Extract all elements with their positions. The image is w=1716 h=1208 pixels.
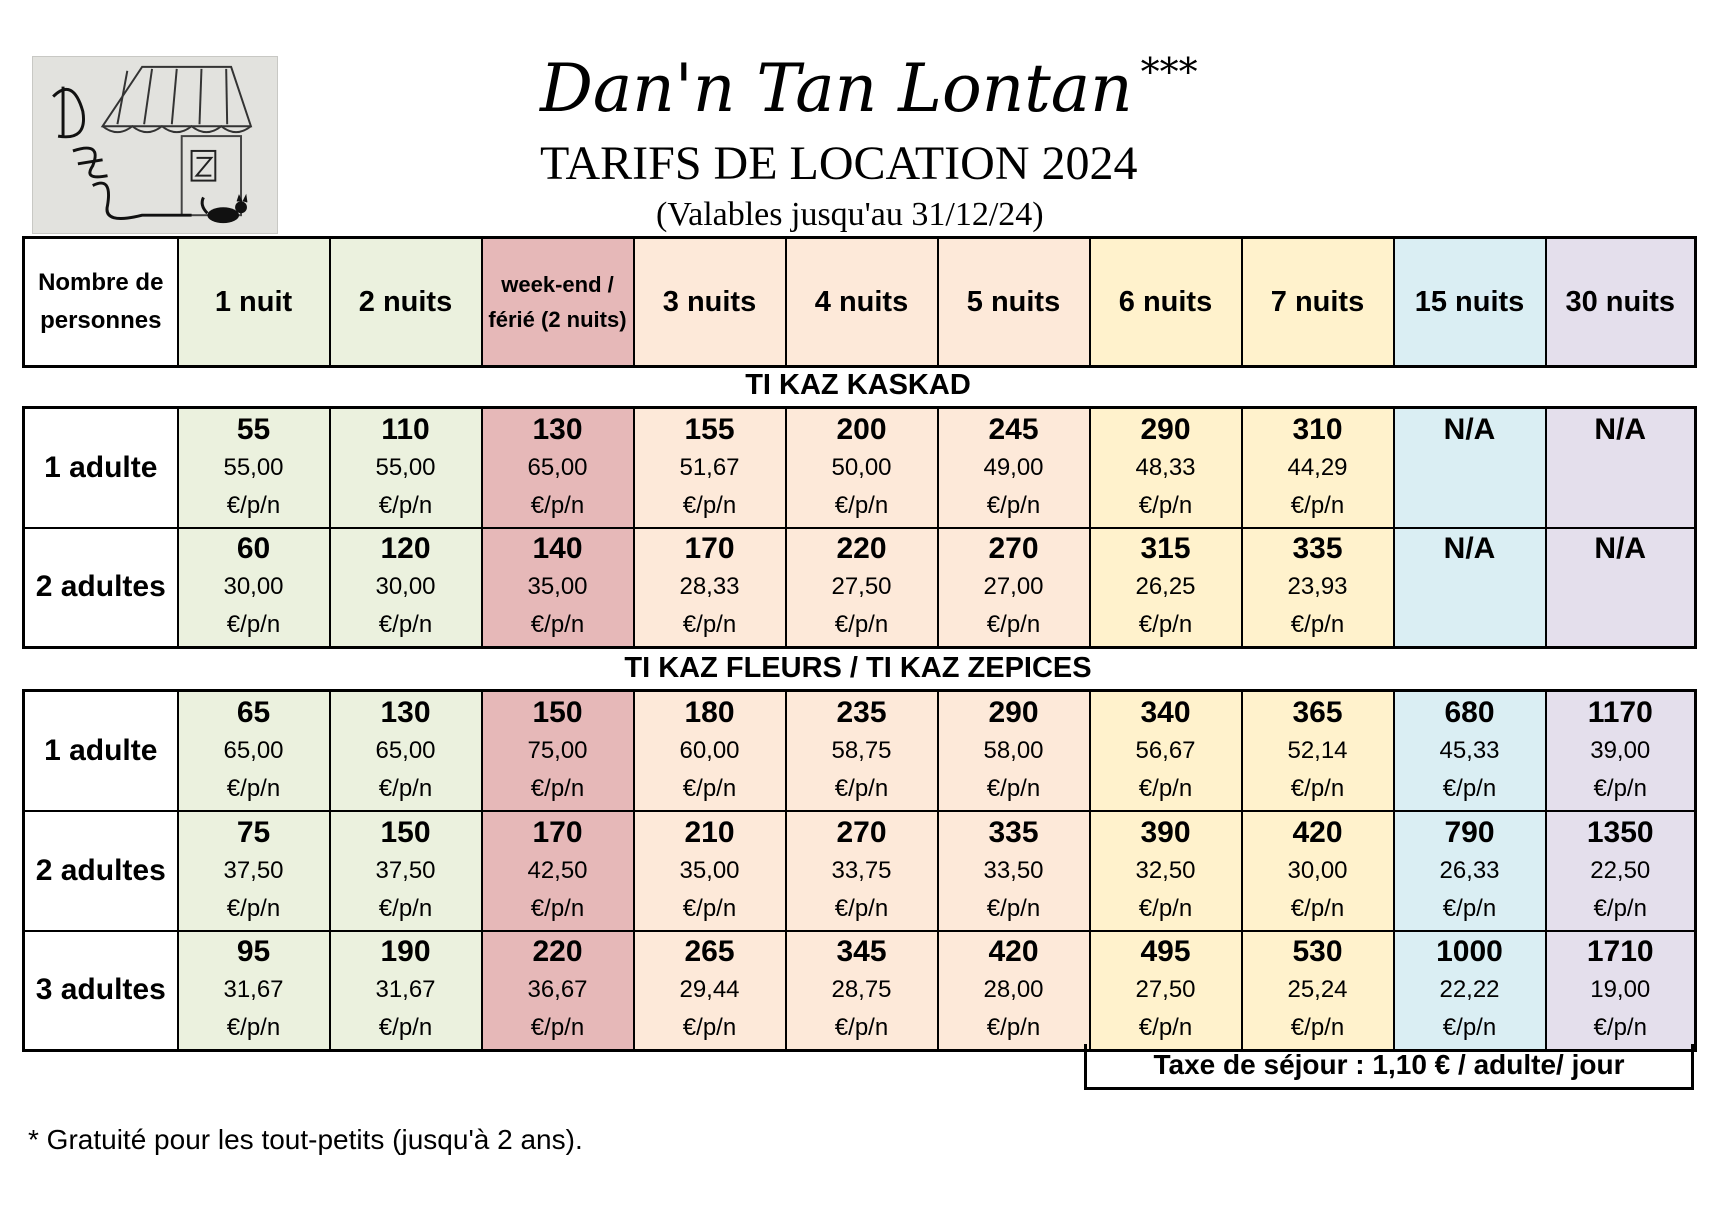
- price-unit: €/p/n: [986, 894, 1041, 922]
- price-per-person-night: 19,00: [1590, 976, 1651, 1004]
- section-title-fleurs-zepices: TI KAZ FLEURS / TI KAZ ZEPICES: [624, 652, 1092, 684]
- price-cell: [178, 931, 330, 1051]
- price-total: 170: [532, 815, 583, 849]
- price-cell: [1090, 691, 1242, 811]
- price-per-person-night: 29,44: [679, 976, 740, 1004]
- price-unit: €/p/n: [682, 774, 737, 802]
- price-cell: [634, 811, 786, 931]
- price-cell: [330, 931, 482, 1051]
- price-per-person-night: 28,00: [983, 976, 1044, 1004]
- price-cell: [482, 408, 634, 528]
- price-unit: €/p/n: [226, 491, 281, 519]
- price-per-person-night: 26,33: [1439, 856, 1500, 884]
- price-total: 420: [1292, 815, 1343, 849]
- persons-label: 2 adultes: [24, 811, 178, 931]
- price-cell: [634, 931, 786, 1051]
- price-unit: €/p/n: [682, 1014, 737, 1042]
- brand-name: [540, 44, 1230, 134]
- price-cell: [1394, 811, 1546, 931]
- column-header-3-nights: 3 nuits: [634, 238, 786, 367]
- price-per-person-night: 49,00: [983, 453, 1044, 481]
- price-per-person-night: 55,00: [223, 453, 284, 481]
- price-per-person-night: 32,50: [1135, 856, 1196, 884]
- price-per-person-night: 65,00: [223, 736, 284, 764]
- price-total: 155: [684, 412, 735, 446]
- price-cell: [178, 691, 330, 811]
- brand-stars: ***: [1140, 50, 1198, 94]
- price-total: 1350: [1586, 815, 1654, 849]
- price-cell: [786, 691, 938, 811]
- persons-label: 3 adultes: [24, 931, 178, 1051]
- column-header-4-nights: 4 nuits: [786, 238, 938, 367]
- column-header-1-night: 1 nuit: [178, 238, 330, 367]
- price-per-person-night: 50,00: [831, 453, 892, 481]
- price-per-person-night: 37,50: [223, 856, 284, 884]
- column-header-weekend: week-end / férié (2 nuits): [482, 238, 634, 367]
- price-per-person-night: 58,75: [831, 736, 892, 764]
- column-header-persons: Nombre de personnes: [24, 238, 178, 367]
- price-total: N/A: [1594, 532, 1647, 566]
- price-per-person-night: 23,93: [1287, 573, 1348, 601]
- price-unit: €/p/n: [226, 894, 281, 922]
- price-row: [24, 811, 1696, 931]
- price-per-person-night: 52,14: [1287, 736, 1348, 764]
- price-per-person-night: 27,50: [1135, 976, 1196, 1004]
- price-per-person-night: 44,29: [1287, 453, 1348, 481]
- price-total: 65: [236, 695, 271, 729]
- price-cell: [786, 408, 938, 528]
- section-title-kaskad: TI KAZ KASKAD: [745, 369, 971, 401]
- price-cell: [786, 528, 938, 648]
- price-unit: €/p/n: [1138, 894, 1193, 922]
- price-total: 1170: [1587, 695, 1653, 729]
- price-cell: [1090, 408, 1242, 528]
- footnote-children: * Gratuité pour les tout-petits (jusqu'à 2 ans).: [28, 1124, 583, 1155]
- price-cell: [1242, 408, 1394, 528]
- price-unit: €/p/n: [530, 774, 585, 802]
- price-total: 220: [836, 532, 887, 566]
- price-unit: €/p/n: [682, 611, 737, 639]
- price-total: 110: [381, 412, 430, 446]
- price-per-person-night: 56,67: [1135, 736, 1196, 764]
- price-total: 335: [1292, 532, 1343, 566]
- persons-label: 1 adulte: [24, 408, 178, 528]
- price-total: 315: [1140, 532, 1191, 566]
- price-unit: €/p/n: [530, 894, 585, 922]
- price-unit: €/p/n: [1290, 894, 1345, 922]
- price-per-person-night: 22,50: [1590, 856, 1651, 884]
- price-total: 190: [380, 935, 431, 969]
- price-row: [24, 691, 1696, 811]
- price-total: 290: [1140, 412, 1191, 446]
- price-per-person-night: 55,00: [375, 453, 436, 481]
- price-cell: [1242, 931, 1394, 1051]
- price-unit: €/p/n: [834, 894, 889, 922]
- price-per-person-night: 27,00: [983, 573, 1044, 601]
- price-per-person-night: 58,00: [983, 736, 1044, 764]
- price-unit: €/p/n: [1290, 491, 1345, 519]
- price-total: 75: [236, 815, 271, 849]
- price-total: 245: [988, 412, 1039, 446]
- price-cell: [482, 811, 634, 931]
- price-total: 180: [684, 695, 735, 729]
- price-per-person-night: 22,22: [1439, 976, 1500, 1004]
- price-row: [24, 931, 1696, 1051]
- price-per-person-night: 45,33: [1439, 736, 1500, 764]
- price-cell: [786, 931, 938, 1051]
- price-cell: [1546, 408, 1696, 528]
- price-unit: €/p/n: [1138, 491, 1193, 519]
- price-per-person-night: 31,67: [223, 976, 284, 1004]
- price-total: N/A: [1443, 532, 1496, 566]
- column-header-table: [22, 236, 1697, 368]
- price-per-person-night: 33,75: [831, 856, 892, 884]
- price-per-person-night: 33,50: [983, 856, 1044, 884]
- price-cell: [1090, 528, 1242, 648]
- price-total: 150: [380, 815, 431, 849]
- price-cell: [1546, 931, 1696, 1051]
- column-header-15-nights: 15 nuits: [1394, 238, 1546, 367]
- price-total: 210: [684, 815, 735, 849]
- price-total: 120: [380, 532, 431, 566]
- price-per-person-night: 51,67: [679, 453, 740, 481]
- price-total: 530: [1292, 935, 1343, 969]
- price-unit: €/p/n: [530, 491, 585, 519]
- price-unit: €/p/n: [226, 774, 281, 802]
- price-per-person-night: 31,67: [375, 976, 436, 1004]
- price-cell: [330, 691, 482, 811]
- price-cell: [482, 931, 634, 1051]
- price-cell: [1242, 528, 1394, 648]
- price-total: 345: [836, 935, 887, 969]
- price-cell: [482, 691, 634, 811]
- price-unit: €/p/n: [682, 491, 737, 519]
- price-cell: [938, 408, 1090, 528]
- price-unit: €/p/n: [986, 491, 1041, 519]
- price-unit: €/p/n: [1442, 774, 1497, 802]
- price-cell: [634, 528, 786, 648]
- price-per-person-night: 26,25: [1135, 573, 1196, 601]
- column-header-5-nights: 5 nuits: [938, 238, 1090, 367]
- price-cell: [938, 528, 1090, 648]
- price-total: 365: [1292, 695, 1343, 729]
- price-cell: [938, 691, 1090, 811]
- price-unit: €/p/n: [378, 894, 433, 922]
- price-unit: €/p/n: [378, 1014, 433, 1042]
- price-total: 235: [836, 695, 887, 729]
- price-per-person-night: 60,00: [679, 736, 740, 764]
- price-unit: €/p/n: [1290, 1014, 1345, 1042]
- price-cell: [1394, 691, 1546, 811]
- price-total: 310: [1292, 412, 1343, 446]
- price-unit: €/p/n: [682, 894, 737, 922]
- price-total: 270: [988, 532, 1039, 566]
- price-total: 60: [236, 532, 271, 566]
- price-per-person-night: 42,50: [527, 856, 588, 884]
- column-header-row: [24, 238, 1696, 367]
- price-total: N/A: [1594, 412, 1647, 446]
- price-per-person-night: 28,75: [831, 976, 892, 1004]
- price-cell: [330, 811, 482, 931]
- price-per-person-night: 35,00: [527, 573, 588, 601]
- price-table-kaskad: [22, 406, 1697, 649]
- price-unit: €/p/n: [1138, 1014, 1193, 1042]
- price-row: [24, 408, 1696, 528]
- price-per-person-night: 35,00: [679, 856, 740, 884]
- persons-label: 1 adulte: [24, 691, 178, 811]
- price-cell: [1090, 931, 1242, 1051]
- price-unit: €/p/n: [378, 611, 433, 639]
- price-cell: [1394, 528, 1546, 648]
- price-cell: [938, 811, 1090, 931]
- price-total: 95: [236, 935, 271, 969]
- price-unit: €/p/n: [834, 1014, 889, 1042]
- price-total: 170: [684, 532, 735, 566]
- price-cell: [1546, 811, 1696, 931]
- price-total: 265: [684, 935, 735, 969]
- page-title: TARIFS DE LOCATION 2024: [540, 137, 1138, 190]
- price-unit: €/p/n: [1442, 1014, 1497, 1042]
- price-unit: €/p/n: [1138, 611, 1193, 639]
- price-unit: €/p/n: [1593, 774, 1647, 802]
- price-unit: €/p/n: [378, 774, 433, 802]
- price-unit: €/p/n: [226, 1014, 281, 1042]
- price-unit: €/p/n: [378, 491, 433, 519]
- price-unit: €/p/n: [986, 1014, 1041, 1042]
- price-cell: [482, 528, 634, 648]
- price-cell: [1242, 691, 1394, 811]
- brand-name-text: Dan'n Tan Lontan: [540, 50, 1133, 127]
- price-total: 495: [1140, 935, 1191, 969]
- price-unit: €/p/n: [530, 1014, 585, 1042]
- price-unit: €/p/n: [1593, 1014, 1647, 1042]
- price-total: 130: [380, 695, 431, 729]
- price-total: N/A: [1443, 412, 1496, 446]
- price-unit: €/p/n: [1138, 774, 1193, 802]
- price-total: 130: [532, 412, 583, 446]
- price-total: 150: [532, 695, 583, 729]
- price-unit: €/p/n: [1290, 611, 1345, 639]
- column-header-2-nights: 2 nuits: [330, 238, 482, 367]
- price-cell: [786, 811, 938, 931]
- price-total: 390: [1140, 815, 1191, 849]
- price-total: 340: [1140, 695, 1191, 729]
- validity-note: (Valables jusqu'au 31/12/24): [656, 196, 1044, 233]
- price-total: 335: [988, 815, 1039, 849]
- price-per-person-night: 75,00: [527, 736, 588, 764]
- column-header-7-nights: 7 nuits: [1242, 238, 1394, 367]
- price-unit: €/p/n: [1442, 894, 1497, 922]
- price-cell: [330, 528, 482, 648]
- price-cell: [1242, 811, 1394, 931]
- price-unit: €/p/n: [226, 611, 281, 639]
- column-header-30-nights: 30 nuits: [1546, 238, 1696, 367]
- price-total: 1000: [1436, 935, 1503, 969]
- price-per-person-night: 65,00: [527, 453, 588, 481]
- price-cell: [1546, 528, 1696, 648]
- price-total: 420: [988, 935, 1039, 969]
- price-cell: [178, 408, 330, 528]
- price-per-person-night: 39,00: [1590, 736, 1651, 764]
- price-cell: [330, 408, 482, 528]
- tourist-tax-note: Taxe de séjour : 1,10 € / adulte/ jour: [1084, 1044, 1694, 1090]
- price-unit: €/p/n: [834, 611, 889, 639]
- price-per-person-night: 30,00: [375, 573, 436, 601]
- price-unit: €/p/n: [834, 491, 889, 519]
- price-total: 1710: [1586, 935, 1654, 969]
- price-unit: €/p/n: [986, 611, 1041, 639]
- price-total: 270: [836, 815, 887, 849]
- price-per-person-night: 48,33: [1135, 453, 1196, 481]
- price-per-person-night: 36,67: [527, 976, 588, 1004]
- price-total: 140: [532, 532, 583, 566]
- price-per-person-night: 30,00: [223, 573, 284, 601]
- logo-house-cat-drawing: [33, 57, 277, 233]
- price-per-person-night: 25,24: [1287, 976, 1348, 1004]
- price-total: 680: [1444, 695, 1495, 729]
- price-per-person-night: 65,00: [375, 736, 436, 764]
- price-cell: [634, 408, 786, 528]
- price-per-person-night: 30,00: [1287, 856, 1348, 884]
- price-per-person-night: 37,50: [375, 856, 436, 884]
- price-per-person-night: 28,33: [679, 573, 740, 601]
- price-cell: [178, 528, 330, 648]
- persons-label: 2 adultes: [24, 528, 178, 648]
- price-total: 200: [836, 412, 887, 446]
- column-header-6-nights: 6 nuits: [1090, 238, 1242, 367]
- price-cell: [1394, 408, 1546, 528]
- price-unit: €/p/n: [530, 611, 585, 639]
- price-unit: €/p/n: [1593, 894, 1647, 922]
- price-table-fleurs-zepices: [22, 689, 1697, 1052]
- logo: [32, 56, 278, 234]
- price-per-person-night: 27,50: [831, 573, 892, 601]
- price-unit: €/p/n: [1290, 774, 1345, 802]
- price-cell: [634, 691, 786, 811]
- price-row: [24, 528, 1696, 648]
- price-cell: [1394, 931, 1546, 1051]
- price-cell: [1090, 811, 1242, 931]
- price-unit: €/p/n: [834, 774, 889, 802]
- price-total: 220: [532, 935, 583, 969]
- price-cell: [938, 931, 1090, 1051]
- price-total: 790: [1444, 815, 1495, 849]
- price-total: 55: [236, 412, 271, 446]
- price-unit: €/p/n: [986, 774, 1041, 802]
- price-cell: [178, 811, 330, 931]
- price-total: 290: [988, 695, 1039, 729]
- price-cell: [1546, 691, 1696, 811]
